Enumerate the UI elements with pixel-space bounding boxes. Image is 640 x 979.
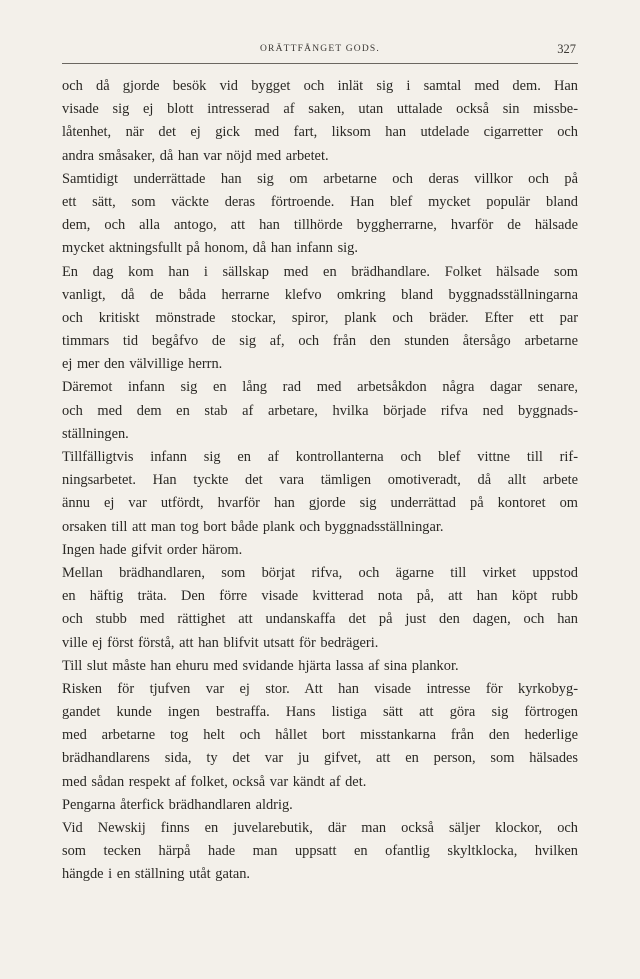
running-head	[60, 44, 580, 64]
text-line: som tecken härpå hade man uppsatt en ofantlig skyltklocka, hvilken	[62, 843, 578, 860]
text-line: ville ej först förstå, att han blifvit utsatt för bedrägeri.	[62, 634, 379, 651]
text-line: ännu ej var utfördt, hvarför han gjorde sig underrättad på kontoret om	[62, 495, 578, 512]
body-text	[62, 75, 578, 887]
text-line: Risken för tjufven var ej stor. Att han visade intresse för kyrkobyg-	[62, 680, 578, 697]
text-line: brädhandlarens sida, ty det var ju gifvet, att en person, som hälsades	[62, 750, 578, 767]
text-line: gandet kunde ingen bestraffa. Hans listiga sätt att göra sig förtrogen	[62, 704, 578, 721]
text-line: Till slut måste han ehuru med svidande hjärta lassa af sina plankor.	[62, 657, 459, 674]
running-title: ORÄTTFÅNGET GODS.	[260, 44, 380, 54]
text-line: Vid Newskij finns en juvelarebutik, där man också säljer klockor, och	[62, 820, 578, 836]
text-line: dem, och alla antogo, att han tillhörde byggherrarne, hvarför de hälsade	[62, 217, 578, 234]
text-line: Mellan brädhandlaren, som börjat rifva, och ägarne till virket uppstod	[62, 564, 578, 581]
text-line: Däremot infann sig en lång rad med arbetsåkdon några dagar senare,	[62, 379, 578, 396]
text-line: hängde i en ställning utåt gatan.	[62, 866, 251, 883]
header-rule	[62, 63, 578, 64]
text-line: timmars tid begåfvo de sig af, och från den stunden återsågo arbetarne	[62, 333, 578, 350]
text-line: med sådan respekt af folket, också var kändt af det.	[62, 773, 367, 790]
text-line: en häftig träta. Den förre visade kvitterad nota på, att han köpt rubb	[62, 588, 578, 605]
text-line: En dag kom han i sällskap med en brädhandlare. Folket hälsade som	[62, 263, 578, 280]
text-line: mycket aktningsfullt på honom, då han infann sig.	[62, 240, 358, 257]
text-line: låtenhet, när det ej gick med fart, liksom han utdelade cigarretter och	[62, 124, 578, 141]
text-line: orsaken till att man tog bort både plank och byggnadsställningar.	[62, 518, 444, 535]
text-line: och med dem en stab af arbetare, hvilka började rifva ned byggnads-	[62, 402, 578, 419]
text-line: ej mer den välvillige herrn.	[62, 356, 223, 373]
text-line: ställningen.	[62, 425, 129, 442]
page-number: 327	[557, 42, 576, 56]
text-line: Ingen hade gifvit order härom.	[62, 541, 243, 558]
text-line: ett sätt, som väckte deras förtroende. Han blef mycket populär bland	[62, 193, 578, 210]
text-line: vanligt, då de båda herrarne klefvo omkring bland byggnadsställningarna	[62, 286, 578, 303]
text-line: och stubb med rättighet att undanskaffa det på just den dagen, och han	[62, 611, 578, 628]
text-line: Tillfälligtvis infann sig en af kontrollanterna och blef vittne till rif-	[62, 449, 578, 465]
text-line: Pengarna återfick brädhandlaren aldrig.	[62, 796, 293, 813]
text-line: och kritiskt mönstrade stockar, spiror, plank och bräder. Efter ett par	[62, 309, 578, 326]
text-line: med arbetarne tog helt och hållet bort misstankarna från den hederlige	[62, 727, 578, 744]
text-line: visade sig ej blott intresserad af saken, utan uttalade också sin missbe-	[62, 101, 578, 118]
text-line: andra småsaker, då han var nöjd med arbetet.	[62, 147, 329, 164]
text-line: ningsarbetet. Han tyckte det vara tämligen omotiveradt, då allt arbete	[62, 472, 578, 489]
text-line: och då gjorde besök vid bygget och inlät sig i samtal med dem. Han	[62, 78, 578, 94]
text-line: Samtidigt underrättade han sig om arbetarne och deras villkor och på	[62, 170, 578, 187]
